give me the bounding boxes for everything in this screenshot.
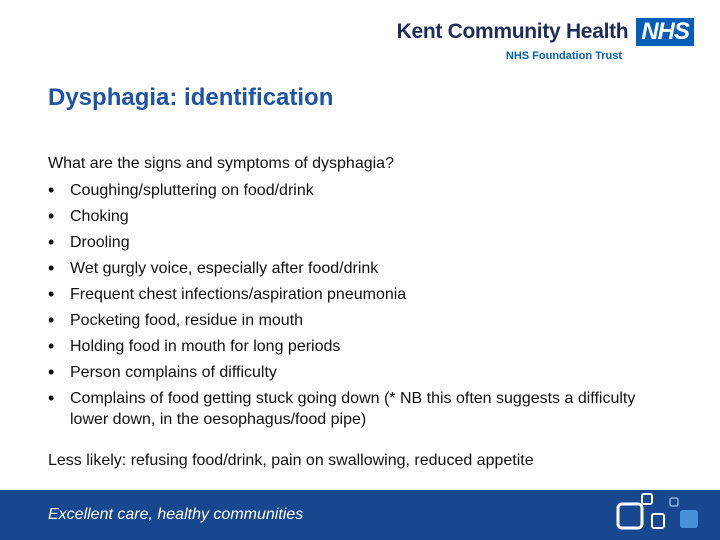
list-item-text: Wet gurgly voice, especially after food/drink <box>70 260 379 277</box>
trust-name: NHS Foundation Trust <box>505 50 622 62</box>
list-item <box>48 206 648 227</box>
list-item <box>48 362 648 383</box>
bullet-icon: • <box>48 388 55 408</box>
bullet-icon: • <box>48 232 55 252</box>
bullet-icon: • <box>48 206 55 226</box>
decorative-squares-icon <box>610 492 710 538</box>
list-item-text: Coughing/spluttering on food/drink <box>70 182 314 199</box>
less-likely-note: Less likely: refusing food/drink, pain on swallowing, reduced appetite <box>48 452 534 469</box>
list-item <box>48 180 648 201</box>
page-title: Dysphagia: identification <box>48 84 334 111</box>
list-item-text: Holding food in mouth for long periods <box>70 338 341 355</box>
list-item-text: Complains of food getting stuck going down (* NB this often suggests a difficulty lower down, in the oesophagus/food pipe) <box>70 390 636 428</box>
list-item <box>48 336 648 357</box>
list-item <box>48 232 648 253</box>
list-item <box>48 310 648 331</box>
footer-bar <box>0 490 720 540</box>
bullet-icon: • <box>48 258 55 278</box>
list-item-text: Drooling <box>70 234 130 251</box>
list-item-text: Pocketing food, residue in mouth <box>70 312 304 329</box>
bullet-icon: • <box>48 180 55 200</box>
intro-question: What are the signs and symptoms of dysphagia? <box>48 155 394 172</box>
symptom-list <box>48 180 648 435</box>
list-item-text: Person complains of difficulty <box>70 364 277 381</box>
kent-community-health-logo <box>397 18 694 62</box>
list-item <box>48 258 648 279</box>
bullet-icon: • <box>48 336 55 356</box>
list-item-text: Choking <box>70 208 129 225</box>
org-name: Kent Community Health <box>396 20 629 43</box>
nhs-badge: NHS <box>636 18 694 46</box>
logo-row <box>397 18 694 46</box>
list-item <box>48 388 648 430</box>
bullet-icon: • <box>48 362 55 382</box>
bullet-icon: • <box>48 310 55 330</box>
list-item-text: Frequent chest infections/aspiration pneumonia <box>70 286 407 303</box>
list-item <box>48 284 648 305</box>
bullet-icon: • <box>48 284 55 304</box>
footer-tagline: Excellent care, healthy communities <box>48 506 304 523</box>
